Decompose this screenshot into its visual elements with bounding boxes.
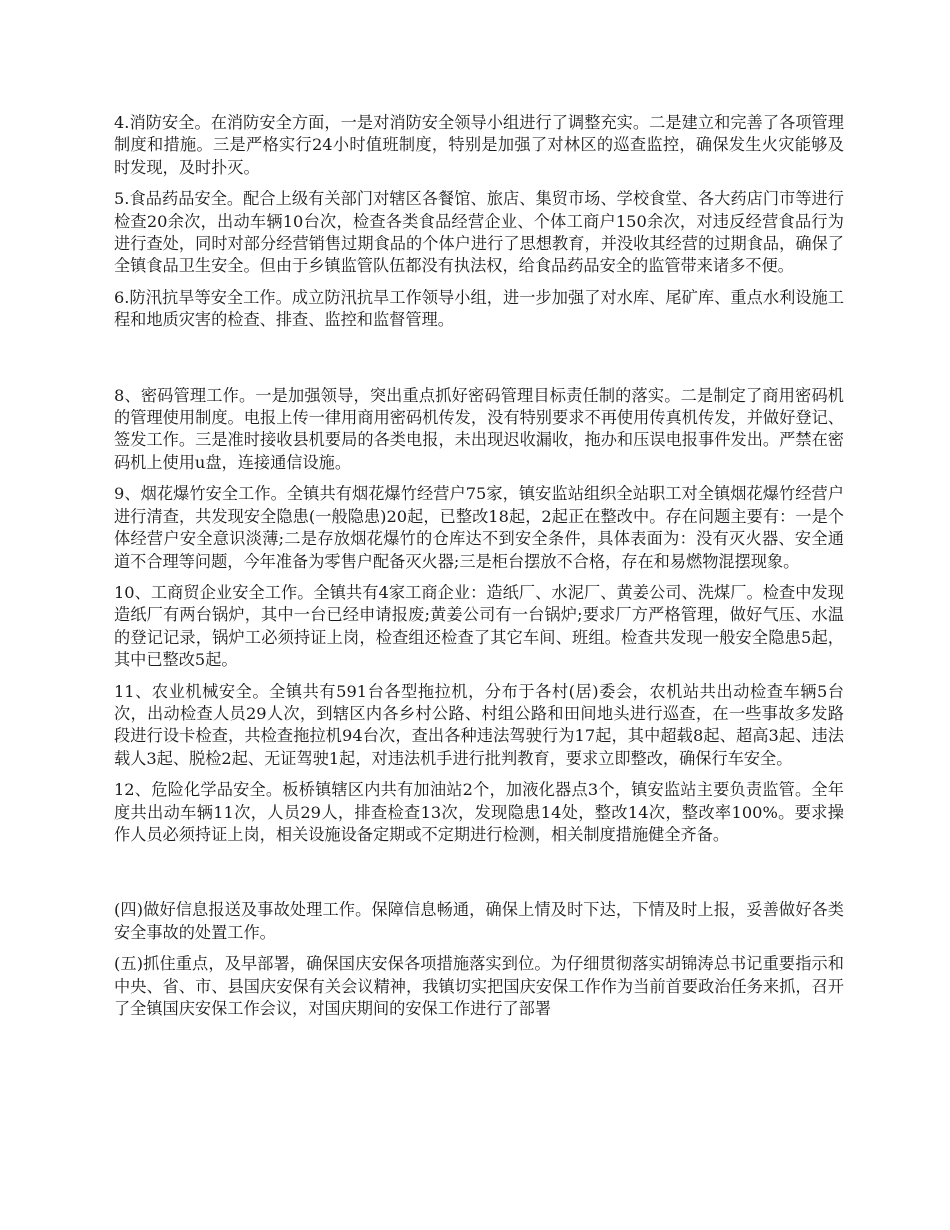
paragraph-hazardous-chemicals: 12、危险化学品安全。板桥镇辖区内共有加油站2个，加液化器点3个，镇安监站主要负责监管。全年度共出动车辆11次，人员29人，排查检查13次，发现隐患14处，整改14次，整改率100%。要求操作人员必须持证上岗，相关设施设备定期或不定期进行检测，相关制度措施健全齐备。 xyxy=(114,780,844,844)
paragraph-crypto-management: 8、密码管理工作。一是加强领导，突出重点抓好密码管理目标责任制的落实。二是制定了商用密码机的管理使用制度。电报上传一律用商用密码机传发，没有特别要求不再使用传真机传发，并做好登记、签发工作。三是准时接收县机要局的各类电报，未出现迟收漏收，拖办和压误电报事件发出。严禁在密码机上使用u盘，连接通信设施。 xyxy=(114,385,844,472)
paragraph-national-day-security: (五)抓住重点，及早部署，确保国庆安保各项措施落实到位。为仔细贯彻落实胡锦涛总书记重要指示和中央、省、市、县国庆安保有关会议精神，我镇切实把国庆安保工作作为当前首要政治任务来抓，召开了全镇国庆安保工作会议，对国庆期间的安保工作进行了部署 xyxy=(114,954,844,1018)
paragraph-flood-drought: 6.防汛抗旱等安全工作。成立防汛抗旱工作领导小组，进一步加强了对水库、尾矿库、重点水利设施工程和地质灾害的检查、排查、监控和监督管理。 xyxy=(114,287,844,330)
paragraph-food-drug-safety: 5.食品药品安全。配合上级有关部门对辖区各餐馆、旅店、集贸市场、学校食堂、各大药店门市等进行检查20余次，出动车辆10台次，检查各类食品经营企业、个体工商户150余次，对违反经营食品行为进行查处，同时对部分经营销售过期食品的个体户进行了思想教育，并没收其经营的过期食品，确保了全镇食品卫生安全。但由于乡镇监管队伍都没有执法权，给食品药品安全的监管带来诸多不便。 xyxy=(114,189,844,276)
paragraph-info-reporting: (四)做好信息报送及事故处理工作。保障信息畅通，确保上情及时下达，下情及时上报，妥善做好各类安全事故的处置工作。 xyxy=(114,900,844,942)
paragraph-agri-machinery-safety: 11、农业机械安全。全镇共有591台各型拖拉机，分布于各村(居)委会，农机站共出动检查车辆5台次，出动检查人员29人次，到辖区内各乡村公路、村组公路和田间地头进行巡查，在一些事故多发路段进行设卡检查，共检查拖拉机94台次，查出各种违法驾驶行为17起，其中超载8起、超高3起、违法载人3起、脱检2起、无证驾驶1起，对违法机手进行批判教育，要求立即整改，确保行车安全。 xyxy=(114,681,844,768)
paragraph-fire-safety: 4.消防安全。在消防安全方面，一是对消防安全领导小组进行了调整充实。二是建立和完善了各项管理制度和措施。三是严格实行24小时值班制度，特别是加强了对林区的巡查监控，确保发生火灾能够及时发现，及时扑灭。 xyxy=(114,113,844,177)
paragraph-industry-trade-safety: 10、工商贸企业安全工作。全镇共有4家工商企业：造纸厂、水泥厂、黄姜公司、洗煤厂。检查中发现造纸厂有两台锅炉，其中一台已经申请报废;黄姜公司有一台锅炉;要求厂方严格管理，做好气压、水温的登记记录，锅炉工必须持证上岗，检查组还检查了其它车间、班组。检查共发现一般安全隐患5起，其中已整改5起。 xyxy=(114,582,844,670)
document-page xyxy=(114,112,844,1020)
paragraph-fireworks-safety: 9、烟花爆竹安全工作。全镇共有烟花爆竹经营户75家，镇安监站组织全站职工对全镇烟花爆竹经营户进行清查，共发现安全隐患(一般隐患)20起，已整改18起，2起正在整改中。存在问题主要有：一是个体经营户安全意识淡薄;二是存放烟花爆竹的仓库达不到安全条件，具体表面为：没有灭火器、安全通道不合理等问题，今年准备为零售户配备灭火器;三是柜台摆放不合格，存在和易燃物混摆现象。 xyxy=(114,484,844,571)
